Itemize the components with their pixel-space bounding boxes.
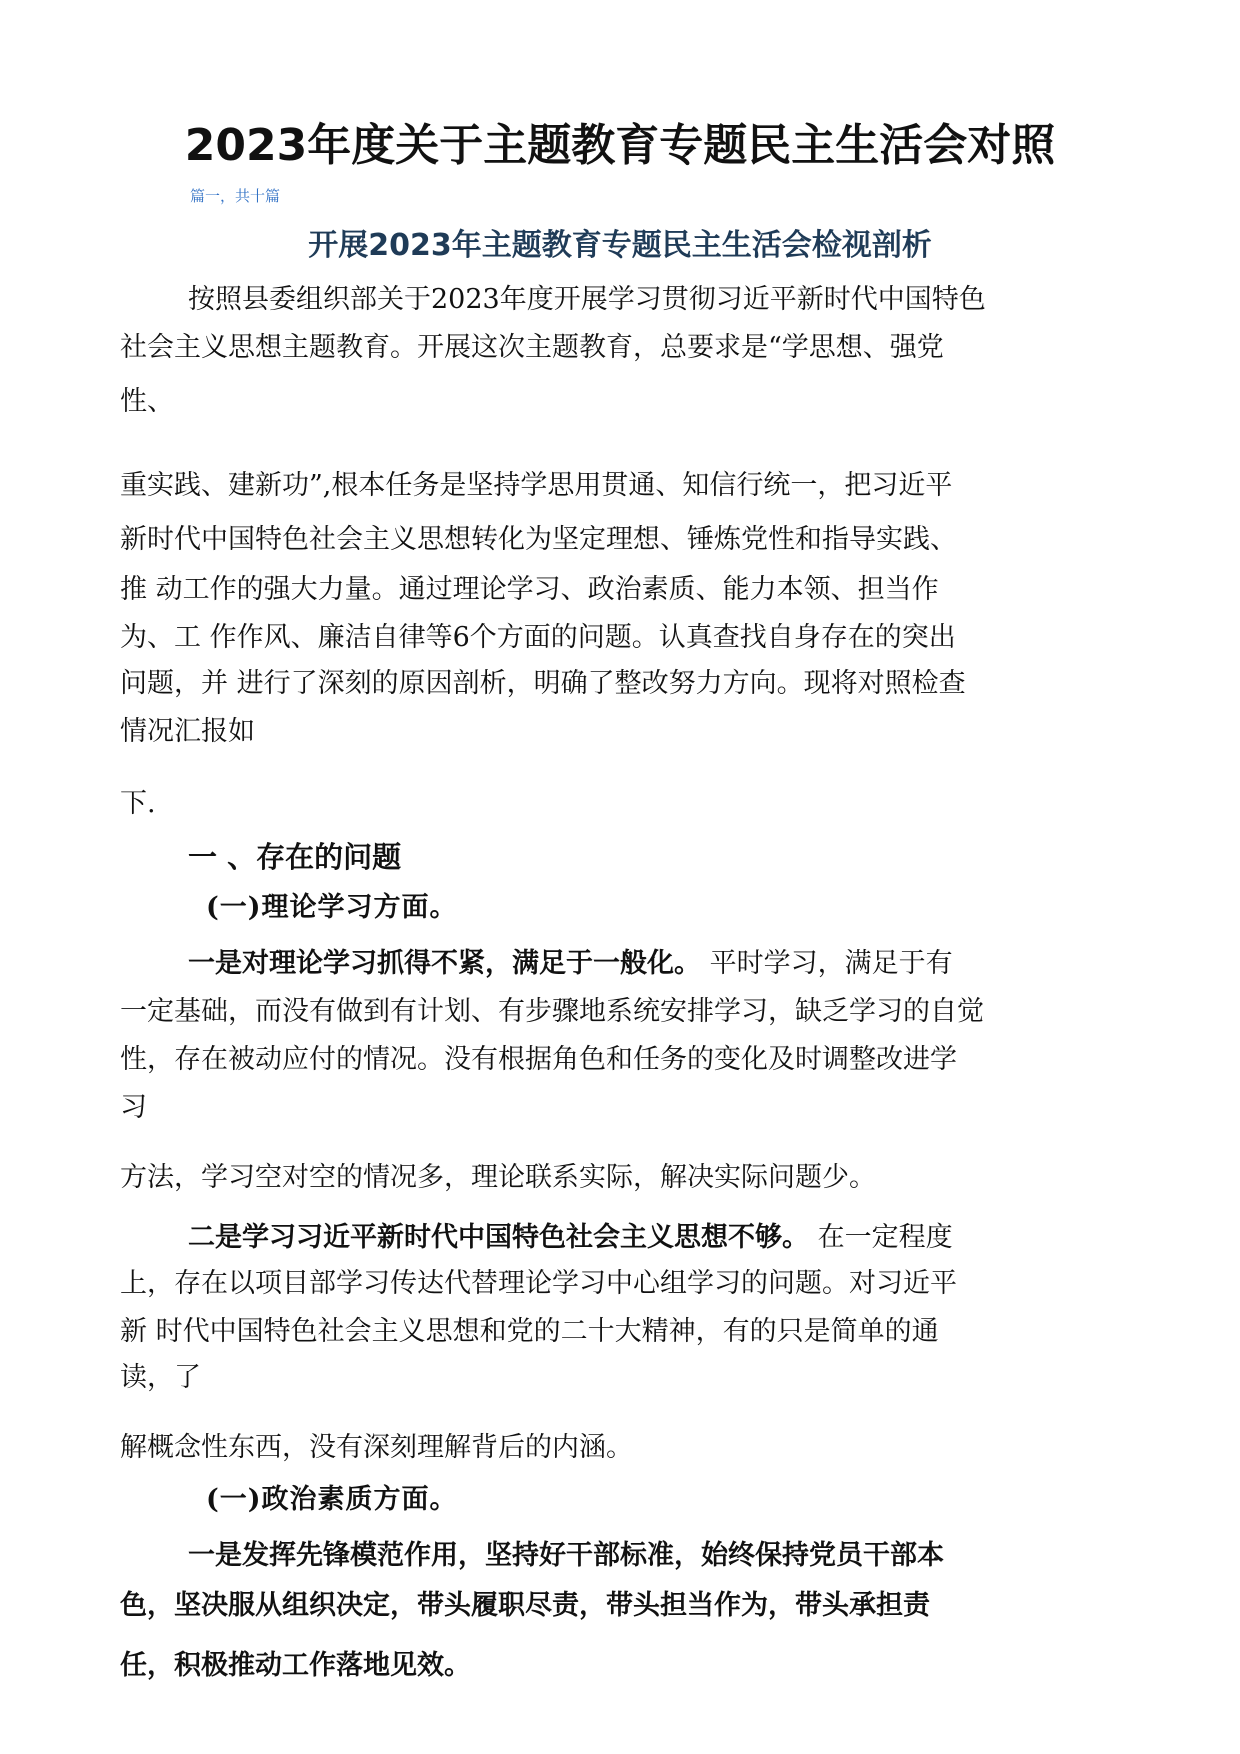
document-note: 篇一，共十篇 xyxy=(190,187,281,205)
theory-p1-line-1 xyxy=(188,946,953,982)
theory-p2-line-2: 上，存在以项目部学习传达代替理论学习中心组学习的问题。对习近平 xyxy=(120,1268,957,1299)
political-p1-line-3: 任，积极推动工作落地见效。 xyxy=(120,1650,471,1681)
intro-line-1: 按照县委组织部关于2023年度开展学习贯彻习近平新时代中国特色 xyxy=(188,284,986,315)
theory-p1-lead: 一是对理论学习抓得不紧，满足于一般化。 xyxy=(188,948,701,979)
theory-p2-line-5: 解概念性东西，没有深刻理解背后的内涵。 xyxy=(120,1432,633,1463)
theory-p1-rest: 平时学习，满足于有 xyxy=(701,948,953,979)
theory-p1-line-3: 性，存在被动应付的情况。没有根据角色和任务的变化及时调整改进学 xyxy=(120,1044,957,1075)
subsection-heading-theory: (一)理论学习方面。 xyxy=(206,892,458,923)
theory-p1-line-2: 一定基础，而没有做到有计划、有步骤地系统安排学习，缺乏学习的自觉 xyxy=(120,996,984,1027)
political-p1-line-1: 一是发挥先锋模范作用，坚持好干部标准，始终保持党员干部本 xyxy=(188,1540,944,1571)
intro-line-5: 新时代中国特色社会主义思想转化为坚定理想、锤炼党性和指导实践、 xyxy=(120,524,957,555)
theory-p2-line-3: 新 时代中国特色社会主义思想和党的二十大精神，有的只是简单的通 xyxy=(120,1316,939,1347)
intro-line-2: 社会主义思想主题教育。开展这次主题教育，总要求是“学思想、强党 xyxy=(120,332,944,363)
political-p1-line-2: 色，坚决服从组织决定，带头履职尽责，带头担当作为，带头承担责 xyxy=(120,1590,930,1621)
intro-line-3: 性、 xyxy=(120,386,174,417)
theory-p1-line-5: 方法，学习空对空的情况多，理论联系实际，解决实际问题少。 xyxy=(120,1162,876,1193)
intro-line-9: 情况汇报如 xyxy=(120,716,255,747)
theory-p2-line-4: 读，了 xyxy=(120,1362,201,1393)
document-title: 2023年度关于主题教育专题民主生活会对照 xyxy=(184,120,1056,171)
intro-line-4: 重实践、建新功”,根本任务是坚持学思用贯通、知信行统一，把习近平 xyxy=(120,470,953,501)
document-subtitle: 开展2023年主题教育专题民主生活会检视剖析 xyxy=(308,228,932,263)
theory-p2-line-1 xyxy=(188,1220,953,1256)
theory-p1-line-4: 习 xyxy=(120,1092,147,1123)
section-heading-problems: 一 、存在的问题 xyxy=(188,840,402,874)
intro-line-6: 推 动工作的强大力量。通过理论学习、政治素质、能力本领、担当作 xyxy=(120,574,939,605)
theory-p2-lead: 二是学习习近平新时代中国特色社会主义思想不够。 xyxy=(188,1222,809,1253)
subsection-heading-political: (一)政治素质方面。 xyxy=(206,1484,458,1515)
intro-line-10: 下. xyxy=(120,788,156,819)
intro-line-8: 问题，并 进行了深刻的原因剖析，明确了整改努力方向。现将对照检查 xyxy=(120,668,966,699)
theory-p2-rest: 在一定程度 xyxy=(809,1222,953,1253)
intro-line-7: 为、工 作作风、廉洁自律等6个方面的问题。认真查找自身存在的突出 xyxy=(120,622,956,653)
